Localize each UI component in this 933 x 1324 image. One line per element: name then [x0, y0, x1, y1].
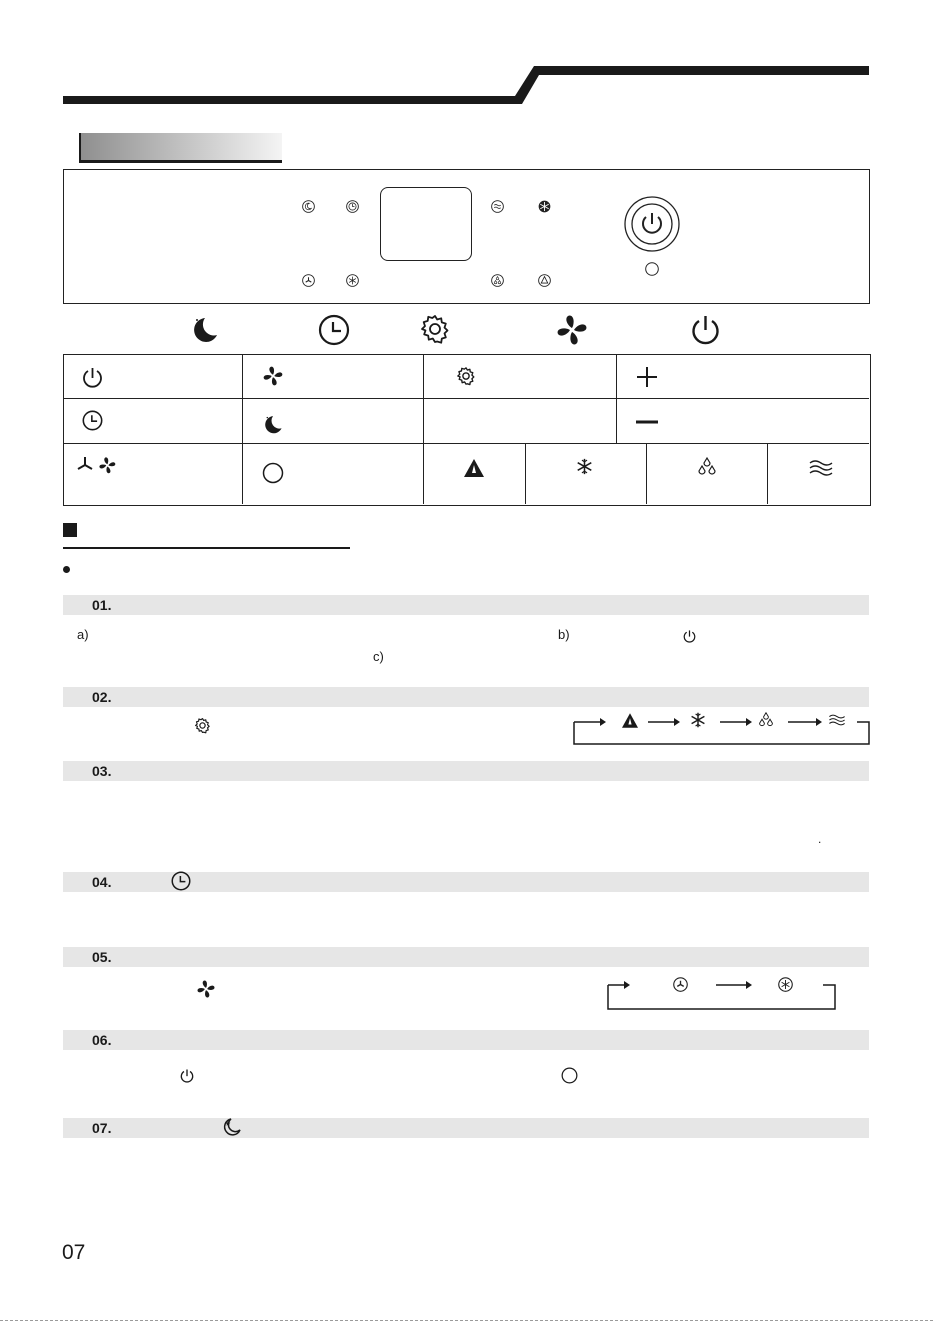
sleep-icon: [222, 1117, 242, 1137]
page-number: 07: [62, 1241, 86, 1264]
mode-cycle-diagram: [570, 708, 870, 746]
sleep-icon: [302, 200, 315, 213]
mode-gear-icon: [419, 313, 451, 345]
trailing-period: .: [818, 832, 822, 846]
power-icon: [690, 313, 721, 345]
section-bar-06: [63, 1030, 869, 1050]
display-screen: [380, 187, 472, 261]
mode-gear-icon: [456, 366, 476, 386]
swing-icon: [491, 200, 504, 213]
fan-icon: [196, 979, 216, 999]
fan-high-icon: [778, 977, 793, 992]
fan-low-icon: [302, 274, 315, 287]
table-rule: [767, 443, 768, 504]
table-rule: [242, 354, 243, 504]
section-number: 03.: [92, 763, 112, 779]
fan-icon: [555, 313, 589, 347]
header-bar: [0, 0, 933, 110]
dehumidify-icon: [758, 712, 774, 728]
bullet: [63, 566, 70, 573]
cool-snowflake-icon: [690, 712, 706, 728]
section-bar-07: [63, 1118, 869, 1138]
table-rule: [616, 354, 617, 444]
power-icon: [683, 629, 696, 643]
circle-indicator-icon: [262, 462, 284, 484]
timer-icon: [82, 410, 103, 431]
dehumidify-icon: [491, 274, 504, 287]
fan-high-icon: [346, 274, 359, 287]
section-bar-05: [63, 947, 869, 967]
table-rule: [423, 354, 424, 504]
table-rule: [525, 443, 526, 504]
fan-only-icon: [808, 459, 834, 477]
timer-icon: [171, 871, 191, 891]
dehumidify-icon: [697, 457, 717, 477]
item-letter-b: b): [558, 627, 570, 642]
section-number: 05.: [92, 949, 112, 965]
fan-speeds-icon: [76, 454, 116, 476]
section-number: 06.: [92, 1032, 112, 1048]
power-icon: [180, 1068, 194, 1083]
section-bar-01: [63, 595, 869, 615]
sleep-icon: [263, 413, 283, 435]
auto-icon: [622, 713, 638, 728]
minus-icon: [636, 420, 658, 424]
sleep-icon: [191, 314, 219, 344]
heading-underline: [63, 547, 350, 549]
table-rule: [646, 443, 647, 504]
fan-cycle-diagram: [604, 975, 838, 1011]
section-number: 07.: [92, 1120, 112, 1136]
table-rule: [63, 443, 869, 444]
section-label-tab: [79, 133, 282, 163]
circle-indicator-icon: [645, 262, 659, 276]
fan-low-icon: [673, 977, 688, 992]
item-letter-c: c): [373, 649, 384, 664]
mode-gear-icon: [194, 717, 211, 734]
fan-only-icon: [828, 713, 846, 727]
fan-icon: [262, 365, 284, 387]
table-rule: [63, 398, 869, 399]
power-button[interactable]: [624, 196, 680, 252]
section-number: 02.: [92, 689, 112, 705]
timer-icon: [318, 314, 350, 346]
circle-indicator-icon: [561, 1067, 578, 1084]
bottom-dashed-rule: [0, 1320, 933, 1321]
cool-snowflake-icon: [538, 200, 551, 213]
auto-icon: [538, 274, 551, 287]
auto-icon: [464, 459, 484, 477]
heading-square-marker: [63, 523, 77, 537]
timer-icon: [346, 200, 359, 213]
section-bar-03: [63, 761, 869, 781]
section-number: 01.: [92, 597, 112, 613]
section-number: 04.: [92, 874, 112, 890]
power-icon: [82, 366, 103, 388]
plus-icon: [636, 366, 658, 388]
cool-snowflake-icon: [576, 458, 593, 475]
section-bar-02: [63, 687, 869, 707]
item-letter-a: a): [77, 627, 89, 642]
